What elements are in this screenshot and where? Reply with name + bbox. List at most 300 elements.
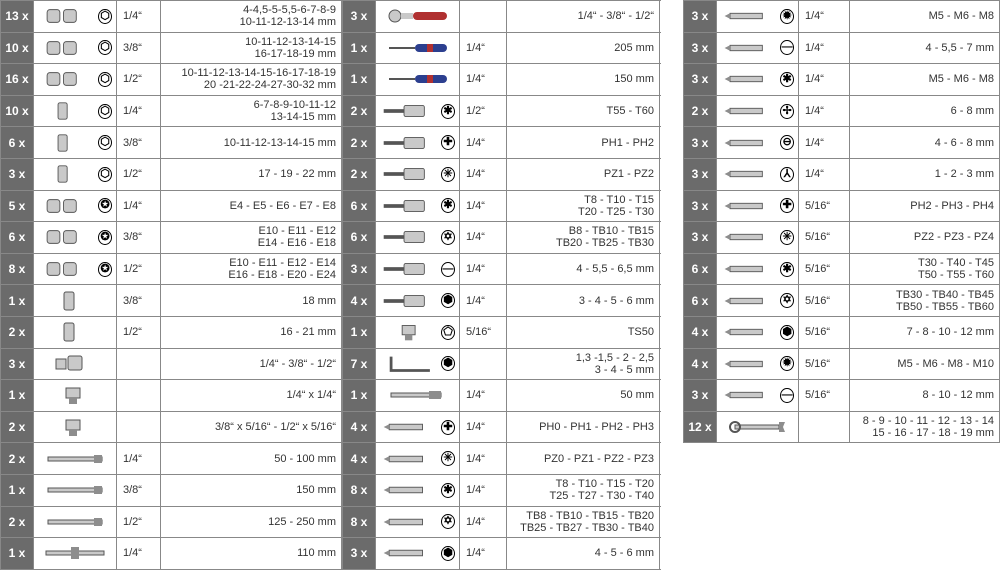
drive-size-cell bbox=[460, 349, 507, 380]
socket-icon bbox=[38, 5, 98, 27]
size-cell: 3/8“ x 5/16“ - 1/2“ x 5/16“ bbox=[161, 412, 342, 443]
drive-size-cell: 1/4“ bbox=[460, 127, 507, 158]
table-row bbox=[343, 443, 661, 475]
hex-profile-icon: ⬡ bbox=[98, 40, 112, 55]
table-row bbox=[684, 285, 1000, 317]
table-row bbox=[343, 159, 661, 191]
table-row bbox=[343, 1, 661, 33]
table-row bbox=[343, 222, 661, 254]
tool-image-cell bbox=[717, 127, 799, 158]
tool-image-cell bbox=[34, 96, 117, 127]
penta-profile-icon: ⬠ bbox=[441, 325, 455, 340]
table-row bbox=[1, 443, 343, 475]
tb-profile-icon: ✡ bbox=[780, 293, 794, 308]
tool-image-cell bbox=[376, 64, 460, 95]
size-cell: 16 - 21 mm bbox=[161, 317, 342, 348]
extension-icon bbox=[42, 511, 108, 533]
size-cell: 18 mm bbox=[161, 285, 342, 316]
ph-profile-icon: ✚ bbox=[441, 420, 455, 435]
table-row bbox=[684, 127, 1000, 159]
size-cell: PH0 - PH1 - PH2 - PH3 bbox=[507, 412, 660, 443]
socket-icon bbox=[38, 68, 98, 90]
table-column-3 bbox=[683, 0, 1000, 443]
drive-size-cell: 3/8“ bbox=[117, 33, 161, 64]
size-cell: 4 - 5 - 6 mm bbox=[507, 538, 660, 569]
size-cell: 205 mm bbox=[507, 33, 660, 64]
quantity-cell: 1 x bbox=[343, 380, 376, 411]
quantity-cell: 4 x bbox=[343, 285, 376, 316]
drive-size-cell: 1/2“ bbox=[117, 317, 161, 348]
drive-size-cell: 3/8“ bbox=[117, 285, 161, 316]
quantity-cell: 6 x bbox=[1, 222, 34, 253]
etorx-profile-icon: ✪ bbox=[98, 230, 112, 245]
size-cell: 4 - 5,5 - 7 mm bbox=[850, 33, 1000, 64]
tool-image-cell bbox=[34, 1, 117, 32]
size-cell: E4 - E5 - E6 - E7 - E8 bbox=[161, 191, 342, 222]
quantity-cell: 1 x bbox=[1, 475, 34, 506]
quantity-cell: 3 x bbox=[684, 159, 717, 190]
bit-icon bbox=[721, 68, 780, 90]
adapter-icon bbox=[42, 384, 108, 406]
tool-image-cell bbox=[717, 33, 799, 64]
tool-image-cell bbox=[376, 1, 460, 32]
size-cell: 1 - 2 - 3 mm bbox=[850, 159, 1000, 190]
size-cell: 6-7-8-9-10-11-12 13-14-15 mm bbox=[161, 96, 342, 127]
tool-image-cell bbox=[34, 64, 117, 95]
tbar-icon bbox=[42, 542, 108, 564]
ratchet-icon bbox=[385, 5, 451, 27]
table-row bbox=[343, 254, 661, 286]
drive-size-cell: 1/2“ bbox=[117, 64, 161, 95]
slot-profile-icon: — bbox=[442, 262, 454, 275]
table-row bbox=[1, 222, 343, 254]
drive-size-cell: 1/4“ bbox=[117, 1, 161, 32]
quantity-cell: 4 x bbox=[343, 443, 376, 474]
size-cell: 17 - 19 - 22 mm bbox=[161, 159, 342, 190]
size-cell: 1/4“ - 3/8“ - 1/2“ bbox=[161, 349, 342, 380]
quantity-cell: 3 x bbox=[1, 159, 34, 190]
slot-profile-icon: — bbox=[781, 388, 793, 401]
drive-size-cell: 1/4“ bbox=[460, 64, 507, 95]
size-cell: B8 - TB10 - TB15 TB20 - TB25 - TB30 bbox=[507, 222, 660, 253]
bit-icon bbox=[380, 416, 441, 438]
quantity-cell: 2 x bbox=[343, 127, 376, 158]
tool-image-cell bbox=[717, 317, 799, 348]
spline-profile-icon: ✹ bbox=[780, 356, 794, 371]
tool-image-cell bbox=[34, 254, 117, 285]
quantity-cell: 1 x bbox=[343, 317, 376, 348]
drive-size-cell: 3/8“ bbox=[117, 222, 161, 253]
table-row bbox=[684, 349, 1000, 381]
bit-icon bbox=[721, 5, 780, 27]
size-cell: 3 - 4 - 5 - 6 mm bbox=[507, 285, 660, 316]
tool-image-cell bbox=[34, 349, 117, 380]
size-cell: 50 mm bbox=[507, 380, 660, 411]
size-cell: E10 - E11 - E12 E14 - E16 - E18 bbox=[161, 222, 342, 253]
bit-icon bbox=[721, 37, 780, 59]
quantity-cell: 10 x bbox=[1, 96, 34, 127]
drive-size-cell: 1/4“ bbox=[799, 127, 850, 158]
tool-image-cell bbox=[376, 222, 460, 253]
size-cell: PH1 - PH2 bbox=[507, 127, 660, 158]
size-cell: 1,3 -1,5 - 2 - 2,5 3 - 4 - 5 mm bbox=[507, 349, 660, 380]
bitsocket-icon bbox=[380, 132, 441, 154]
size-cell: 4 - 5,5 - 6,5 mm bbox=[507, 254, 660, 285]
size-cell: 8 - 10 - 12 mm bbox=[850, 380, 1000, 411]
tool-image-cell bbox=[34, 475, 117, 506]
drive-size-cell: 5/16“ bbox=[799, 285, 850, 316]
table-row bbox=[684, 222, 1000, 254]
deep-socket-icon bbox=[42, 321, 108, 343]
socket-icon bbox=[38, 37, 98, 59]
drive-size-cell: 1/4“ bbox=[460, 507, 507, 538]
table-row bbox=[1, 1, 343, 33]
size-cell: 4-4,5-5-5,5-6-7-8-9 10-11-12-13-14 mm bbox=[161, 1, 342, 32]
tool-image-cell bbox=[34, 412, 117, 443]
bit-icon bbox=[380, 479, 441, 501]
tool-image-cell bbox=[376, 507, 460, 538]
tool-image-cell bbox=[376, 349, 460, 380]
quantity-cell: 1 x bbox=[1, 538, 34, 569]
bit-icon bbox=[721, 163, 780, 185]
table-row bbox=[1, 191, 343, 223]
drive-size-cell: 3/8“ bbox=[117, 475, 161, 506]
tool-image-cell bbox=[376, 380, 460, 411]
table-row bbox=[343, 285, 661, 317]
tool-image-cell bbox=[717, 1, 799, 32]
hexb-profile-icon: ⬢ bbox=[441, 546, 455, 561]
tool-image-cell bbox=[717, 96, 799, 127]
drive-size-cell: 5/16“ bbox=[799, 191, 850, 222]
hex-profile-icon: ⬡ bbox=[98, 135, 112, 150]
tool-image-cell bbox=[34, 443, 117, 474]
tool-image-cell bbox=[376, 285, 460, 316]
bit-icon bbox=[380, 511, 441, 533]
bit-icon bbox=[721, 321, 780, 343]
table-row bbox=[684, 159, 1000, 191]
phd-profile-icon: ✢ bbox=[780, 104, 794, 119]
table-row bbox=[1, 412, 343, 444]
screwdriver-icon bbox=[385, 37, 451, 59]
drive-size-cell: 3/8“ bbox=[117, 127, 161, 158]
tool-image-cell bbox=[717, 349, 799, 380]
deep-socket-icon bbox=[38, 163, 98, 185]
drive-size-cell: 5/16“ bbox=[799, 222, 850, 253]
quantity-cell: 3 x bbox=[684, 380, 717, 411]
bit-icon bbox=[721, 290, 780, 312]
drive-size-cell bbox=[117, 412, 161, 443]
size-cell: T55 - T60 bbox=[507, 96, 660, 127]
size-cell: 6 - 8 mm bbox=[850, 96, 1000, 127]
tool-image-cell bbox=[376, 538, 460, 569]
table-row bbox=[343, 412, 661, 444]
table-column-1 bbox=[0, 0, 343, 570]
hex-profile-icon: ⬡ bbox=[98, 167, 112, 182]
hexb-profile-icon: ⬢ bbox=[441, 293, 455, 308]
tool-image-cell bbox=[717, 222, 799, 253]
quantity-cell: 12 x bbox=[684, 412, 717, 443]
drive-size-cell: 1/4“ bbox=[460, 191, 507, 222]
quantity-cell: 8 x bbox=[343, 507, 376, 538]
deep-socket-icon bbox=[38, 132, 98, 154]
drive-size-cell: 1/4“ bbox=[117, 443, 161, 474]
size-cell: 4 - 6 - 8 mm bbox=[850, 127, 1000, 158]
drive-size-cell: 1/2“ bbox=[117, 159, 161, 190]
table-row bbox=[684, 191, 1000, 223]
quantity-cell: 3 x bbox=[684, 222, 717, 253]
tool-image-cell bbox=[376, 254, 460, 285]
bit-icon bbox=[721, 353, 780, 375]
tool-image-cell bbox=[717, 412, 799, 443]
table-row bbox=[343, 191, 661, 223]
tool-image-cell bbox=[34, 317, 117, 348]
pz-profile-icon: ✳ bbox=[441, 167, 455, 182]
size-cell: 125 - 250 mm bbox=[161, 507, 342, 538]
etorx-profile-icon: ✪ bbox=[98, 262, 112, 277]
quantity-cell: 1 x bbox=[343, 33, 376, 64]
hex-profile-icon: ⬡ bbox=[98, 72, 112, 87]
table-row bbox=[684, 96, 1000, 128]
size-cell: TB8 - TB10 - TB15 - TB20 TB25 - TB27 - TB30 - TB40 bbox=[507, 507, 660, 538]
table-row bbox=[1, 33, 343, 65]
table-row bbox=[684, 317, 1000, 349]
table-row bbox=[1, 317, 343, 349]
bitholder-icon bbox=[385, 384, 451, 406]
quantity-cell: 6 x bbox=[1, 127, 34, 158]
size-cell: M5 - M6 - M8 bbox=[850, 1, 1000, 32]
size-cell: 10-11-12-13-14-15 mm bbox=[161, 127, 342, 158]
tool-image-cell bbox=[34, 285, 117, 316]
table-row bbox=[1, 507, 343, 539]
bitsocket-icon bbox=[380, 258, 441, 280]
size-cell: 50 - 100 mm bbox=[161, 443, 342, 474]
hex-profile-icon: ⬡ bbox=[98, 9, 112, 24]
drive-size-cell: 1/4“ bbox=[460, 159, 507, 190]
drive-size-cell: 1/4“ bbox=[799, 64, 850, 95]
ph-profile-icon: ✚ bbox=[780, 198, 794, 213]
drive-size-cell: 1/4“ bbox=[460, 443, 507, 474]
quantity-cell: 13 x bbox=[1, 1, 34, 32]
ph-profile-icon: ✚ bbox=[441, 135, 455, 150]
quantity-cell: 6 x bbox=[684, 285, 717, 316]
tool-image-cell bbox=[717, 254, 799, 285]
table-row bbox=[343, 349, 661, 381]
tool-image-cell bbox=[376, 159, 460, 190]
size-cell: 10-11-12-13-14-15-16-17-18-19 20 -21-22-24-27-30-32 mm bbox=[161, 64, 342, 95]
bit-icon bbox=[721, 258, 780, 280]
table-row bbox=[343, 96, 661, 128]
hexb-profile-icon: ⬢ bbox=[780, 325, 794, 340]
table-row bbox=[343, 380, 661, 412]
drive-size-cell: 1/4“ bbox=[460, 380, 507, 411]
table-row bbox=[343, 33, 661, 65]
size-cell: 7 - 8 - 10 - 12 mm bbox=[850, 317, 1000, 348]
pz-profile-icon: ✳ bbox=[441, 451, 455, 466]
drive-size-cell: 5/16“ bbox=[460, 317, 507, 348]
size-cell: 150 mm bbox=[507, 64, 660, 95]
drive-size-cell bbox=[799, 412, 850, 443]
table-row bbox=[684, 412, 1000, 444]
quantity-cell: 2 x bbox=[1, 507, 34, 538]
quantity-cell: 3 x bbox=[684, 127, 717, 158]
tool-image-cell bbox=[34, 222, 117, 253]
adapter-icon bbox=[42, 416, 108, 438]
quantity-cell: 2 x bbox=[1, 412, 34, 443]
drive-size-cell bbox=[117, 349, 161, 380]
size-cell: 1/4“ - 3/8“ - 1/2“ bbox=[507, 1, 660, 32]
size-cell: M5 - M6 - M8 bbox=[850, 64, 1000, 95]
drive-size-cell: 1/4“ bbox=[460, 285, 507, 316]
drive-size-cell: 1/4“ bbox=[799, 159, 850, 190]
bit-icon bbox=[721, 100, 780, 122]
quantity-cell: 6 x bbox=[684, 254, 717, 285]
size-cell: E10 - E11 - E12 - E14 E16 - E18 - E20 - E24 bbox=[161, 254, 342, 285]
table-row bbox=[343, 507, 661, 539]
extension-icon bbox=[42, 479, 108, 501]
tool-image-cell bbox=[376, 412, 460, 443]
drive-size-cell: 1/4“ bbox=[460, 33, 507, 64]
quantity-cell: 3 x bbox=[343, 1, 376, 32]
bitsocket-icon bbox=[380, 226, 441, 248]
table-row bbox=[1, 96, 343, 128]
drive-size-cell: 1/2“ bbox=[460, 96, 507, 127]
quantity-cell: 2 x bbox=[1, 443, 34, 474]
size-cell: PH2 - PH3 - PH4 bbox=[850, 191, 1000, 222]
tool-image-cell bbox=[717, 64, 799, 95]
quantity-cell: 4 x bbox=[343, 412, 376, 443]
socket-icon bbox=[38, 258, 98, 280]
tool-image-cell bbox=[34, 507, 117, 538]
quantity-cell: 3 x bbox=[343, 538, 376, 569]
bitsocket-icon bbox=[380, 195, 441, 217]
screwdriver-icon bbox=[385, 68, 451, 90]
pz-profile-icon: ✳ bbox=[780, 230, 794, 245]
drive-size-cell: 1/4“ bbox=[460, 254, 507, 285]
quantity-cell: 3 x bbox=[684, 191, 717, 222]
quantity-cell: 3 x bbox=[343, 254, 376, 285]
tool-image-cell bbox=[34, 538, 117, 569]
quantity-cell: 1 x bbox=[1, 380, 34, 411]
tool-image-cell bbox=[376, 33, 460, 64]
drive-size-cell: 1/2“ bbox=[117, 254, 161, 285]
tool-image-cell bbox=[717, 191, 799, 222]
twowing-profile-icon: ⊖ bbox=[780, 135, 794, 150]
drive-size-cell: 1/4“ bbox=[460, 412, 507, 443]
tb-profile-icon: ✡ bbox=[441, 230, 455, 245]
bit-icon bbox=[721, 195, 780, 217]
wrench-icon bbox=[725, 416, 791, 438]
quantity-cell: 6 x bbox=[343, 191, 376, 222]
deep-socket-icon bbox=[42, 290, 108, 312]
table-row bbox=[684, 64, 1000, 96]
torx-profile-icon: ✱ bbox=[441, 198, 455, 213]
drive-size-cell: 1/4“ bbox=[117, 96, 161, 127]
size-cell: PZ0 - PZ1 - PZ2 - PZ3 bbox=[507, 443, 660, 474]
size-cell: 8 - 9 - 10 - 11 - 12 - 13 - 14 15 - 16 - 17 - 18 - 19 mm bbox=[850, 412, 1000, 443]
quantity-cell: 8 x bbox=[343, 475, 376, 506]
quantity-cell: 10 x bbox=[1, 33, 34, 64]
size-cell: 1/4“ x 1/4“ bbox=[161, 380, 342, 411]
tool-image-cell bbox=[34, 380, 117, 411]
etorx-profile-icon: ✪ bbox=[98, 198, 112, 213]
hexb-profile-icon: ⬢ bbox=[441, 356, 455, 371]
table-row bbox=[343, 538, 661, 570]
torx-profile-icon: ✱ bbox=[441, 483, 455, 498]
quantity-cell: 1 x bbox=[1, 285, 34, 316]
drive-size-cell: 1/4“ bbox=[799, 96, 850, 127]
table-row bbox=[1, 127, 343, 159]
drive-size-cell: 1/2“ bbox=[117, 507, 161, 538]
drive-size-cell: 5/16“ bbox=[799, 380, 850, 411]
table-row bbox=[1, 380, 343, 412]
quantity-cell: 7 x bbox=[343, 349, 376, 380]
adapter-icon bbox=[380, 321, 441, 343]
bit-icon bbox=[721, 226, 780, 248]
table-row bbox=[1, 64, 343, 96]
tool-image-cell bbox=[34, 127, 117, 158]
tool-image-cell bbox=[376, 191, 460, 222]
bit-icon bbox=[721, 132, 780, 154]
table-row bbox=[1, 159, 343, 191]
bit-icon bbox=[380, 542, 441, 564]
table-row bbox=[343, 127, 661, 159]
size-cell: T30 - T40 - T45 T50 - T55 - T60 bbox=[850, 254, 1000, 285]
quantity-cell: 4 x bbox=[684, 349, 717, 380]
quantity-cell: 3 x bbox=[1, 349, 34, 380]
tool-image-cell bbox=[376, 443, 460, 474]
tool-image-cell bbox=[376, 475, 460, 506]
bitsocket-icon bbox=[380, 163, 441, 185]
bit-icon bbox=[721, 384, 780, 406]
tb-profile-icon: ✡ bbox=[441, 514, 455, 529]
size-cell: PZ2 - PZ3 - PZ4 bbox=[850, 222, 1000, 253]
size-cell: 110 mm bbox=[161, 538, 342, 569]
bit-icon bbox=[380, 448, 441, 470]
size-cell: T8 - T10 - T15 T20 - T25 - T30 bbox=[507, 191, 660, 222]
extension-icon bbox=[42, 448, 108, 470]
drive-size-cell bbox=[460, 1, 507, 32]
tool-image-cell bbox=[34, 159, 117, 190]
table-row bbox=[1, 349, 343, 381]
bitsocket-icon bbox=[380, 100, 441, 122]
quantity-cell: 3 x bbox=[684, 1, 717, 32]
ujoint-icon bbox=[42, 353, 108, 375]
tool-image-cell bbox=[34, 191, 117, 222]
quantity-cell: 4 x bbox=[684, 317, 717, 348]
quantity-cell: 2 x bbox=[343, 159, 376, 190]
drive-size-cell: 5/16“ bbox=[799, 254, 850, 285]
quantity-cell: 8 x bbox=[1, 254, 34, 285]
quantity-cell: 2 x bbox=[1, 317, 34, 348]
tri-profile-icon: ⅄ bbox=[780, 167, 794, 182]
size-cell: TB30 - TB40 - TB45 TB50 - TB55 - TB60 bbox=[850, 285, 1000, 316]
tool-image-cell bbox=[717, 159, 799, 190]
quantity-cell: 1 x bbox=[343, 64, 376, 95]
size-cell: PZ1 - PZ2 bbox=[507, 159, 660, 190]
quantity-cell: 2 x bbox=[343, 96, 376, 127]
quantity-cell: 5 x bbox=[1, 191, 34, 222]
table-row bbox=[343, 64, 661, 96]
tool-image-cell bbox=[717, 285, 799, 316]
socket-icon bbox=[38, 195, 98, 217]
tool-image-cell bbox=[717, 380, 799, 411]
hex-profile-icon: ⬡ bbox=[98, 104, 112, 119]
drive-size-cell: 1/4“ bbox=[799, 1, 850, 32]
quantity-cell: 6 x bbox=[343, 222, 376, 253]
table-row bbox=[1, 475, 343, 507]
table-row bbox=[1, 538, 343, 570]
torx-profile-icon: ✱ bbox=[441, 104, 455, 119]
